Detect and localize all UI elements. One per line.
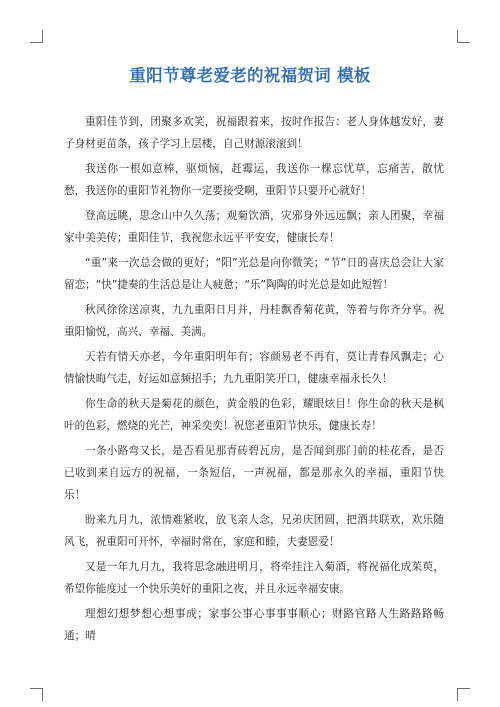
crop-mark-bottom-right [457, 688, 470, 701]
paragraph: 登高远眺，思念山中久久荡；观菊饮酒，灾邪身外远远飘；亲人团聚，幸福家中美美传；重阳佳节，我祝您永远平平安安，健康长寿！ [64, 210, 444, 244]
paragraph: 我送你一根如意棒，驱烦恼，赶霉运，我送你一棵忘忧草，忘痛苦，散忧愁，我送你的重阳节礼物你一定要接受啊，重阳节只要开心就好！ [64, 163, 444, 197]
crop-mark-bottom-left [30, 688, 43, 701]
paragraph: 天若有情天亦老，今年重阳明年有；容颜易老不再有，莫让青春风飘走；心情愉快晦气走，好运如意频招手；九九重阳笑开口，健康幸福永长久！ [64, 351, 444, 385]
document-body [64, 111, 444, 650]
paragraph: 盼来九月九，浓情难紧收，放飞亲人念，兄弟庆团圆，把酒共联欢，欢乐随风飞，祝重阳可开怀，幸福时常在，家庭和睦，夫妻恩爱！ [64, 514, 444, 548]
crop-mark-top-right [457, 30, 470, 43]
crop-mark-top-left [30, 30, 43, 43]
paragraph: 重阳佳节到，团聚多欢笑，祝福跟着来，按时作报告：老人身体越发好，妻子身材更苗条，孩子学习上层楼，自己财源滚滚到！ [64, 116, 444, 150]
paragraph: “重”来一次总会做的更好；“阳”光总是向你微笑；“节”日的喜庆总会让大家留恋；“快”捷奏的生活总是让人疲惫；“乐”陶陶的时光总是如此短暂！ [64, 257, 444, 291]
paragraph: 秋风徐徐送凉爽，九九重阳日月并，丹桂飘香菊花黄，等着与你齐分享。祝重阳愉悦，高兴、幸福、美满。 [64, 304, 444, 338]
document-title: 重阳节尊老爱老的祝福贺词 模板 [129, 66, 371, 85]
paragraph: 理想幻想梦想心想事成；家事公事心事事事顺心；财路官路人生路路路畅通；晴 [64, 608, 444, 642]
paragraph: 你生命的秋天是菊花的颜色，黄金般的色彩，耀眼炫目！你生命的秋天是枫叶的色彩，燃烧的光芒，神采奕奕！祝您老重阳节快乐，健康长寿！ [64, 398, 444, 432]
paragraph: 又是一年九月九，我将思念融进明月，将牵挂注入菊酒，将祝福化成茱萸，希望你能度过一个快乐美好的重阳之夜，并且永远幸福安康。 [64, 561, 444, 595]
paragraph: 一条小路弯又长，是否看见那青砖碧瓦房，是否闻到那门前的桂花香，是否已收到来自远方的祝福，一条短信，一声祝福，都是那永久的幸福，重阳节快乐！ [64, 445, 444, 501]
